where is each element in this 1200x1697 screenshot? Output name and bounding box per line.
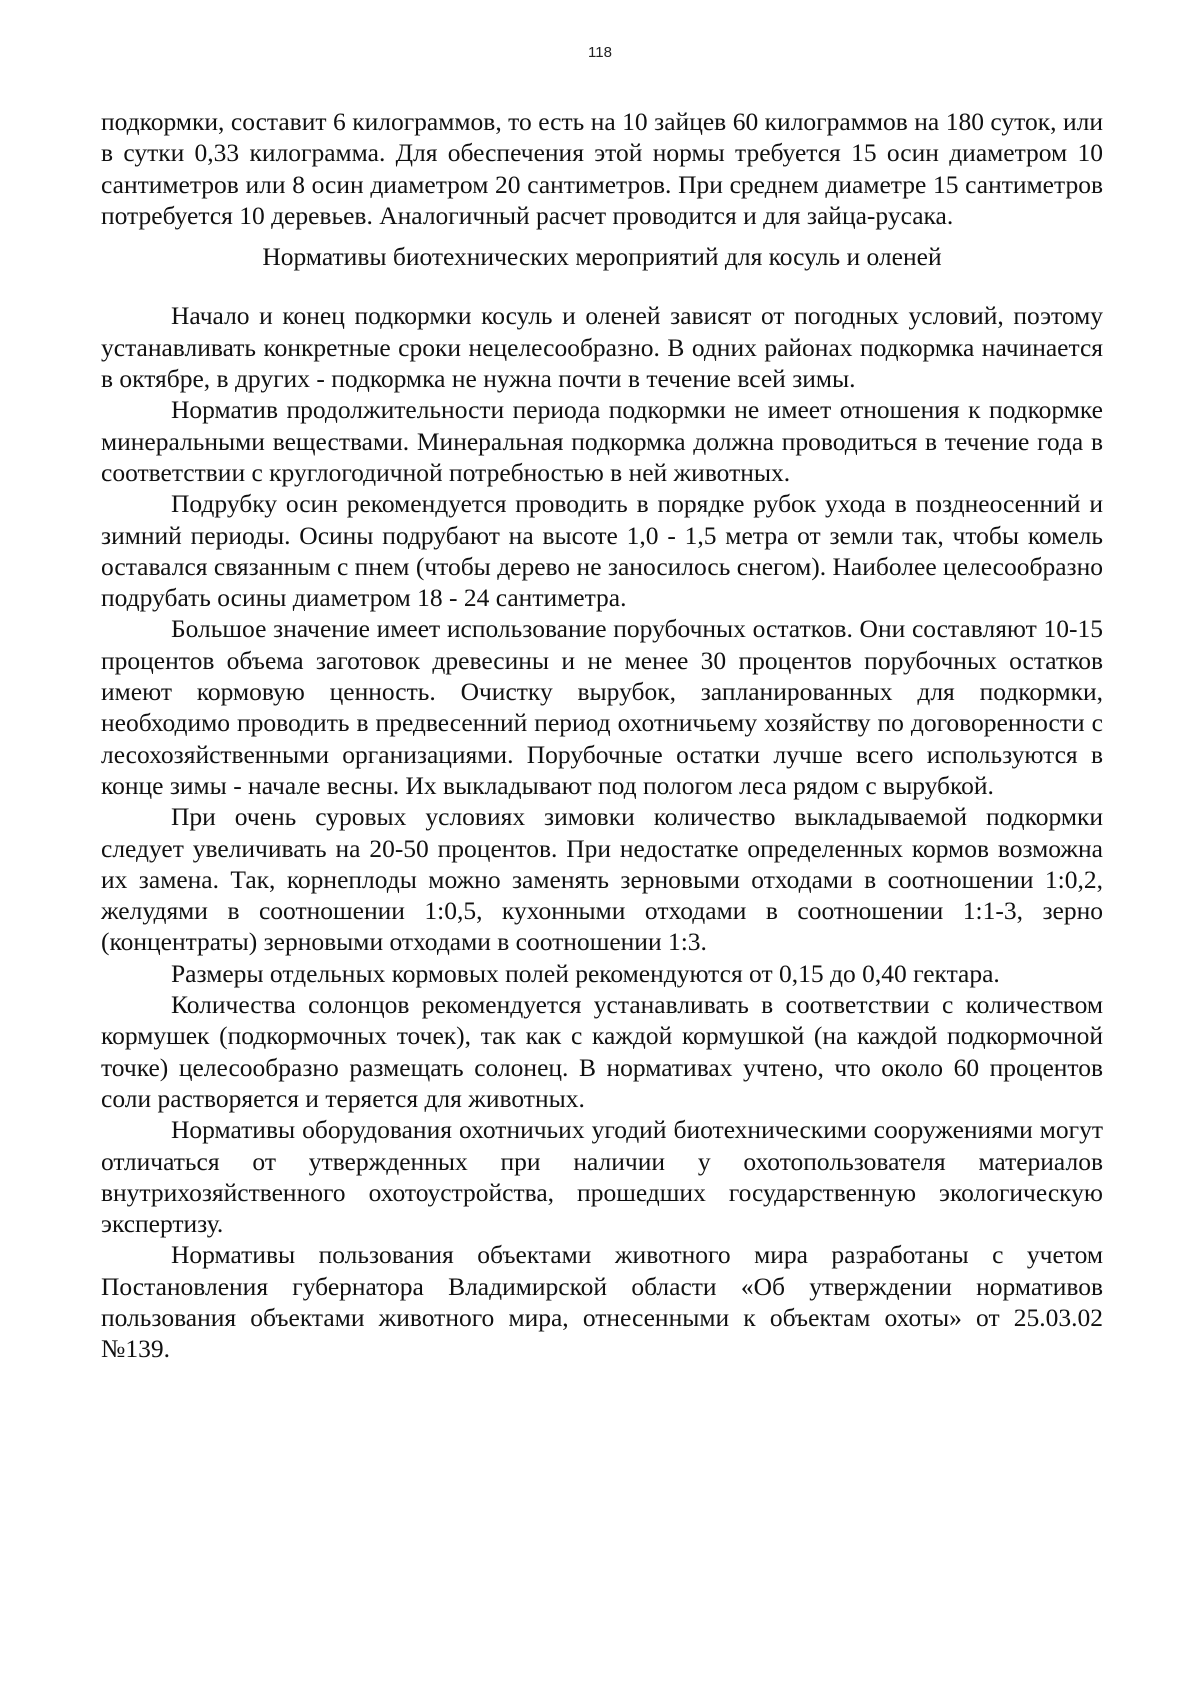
- paragraph-feed-substitution: При очень суровых условиях зимовки количество выкладываемой подкормки следует увеличивать на 20-50 процентов. При недостатке определенных кормов возможна их замена. Так, корнеплоды можно заменять зерновыми отходами в соотношении 1:0,2, желудями в соотношении 1:0,5, кухонными отходами в соотношении 1:1-3, зерно (концентраты) зерновыми отходами в соотношении 1:3.: [101, 802, 1103, 957]
- paragraph-logging-residues: Большое значение имеет использование порубочных остатков. Они составляют 10-15 процентов объема заготовок древесины и не менее 30 процентов порубочных остатков имеют кормовую ценность. Очистку вырубок, запланированных для подкормки, необходимо проводить в предвесенний период охотничьему хозяйству по договоренности с лесохозяйственными организациями. Порубочные остатки лучше всего используются в конце зимы - начале весны. Их выкладывают под пологом леса рядом с вырубкой.: [101, 614, 1103, 800]
- paragraph-aspen-cutting: Подрубку осин рекомендуется проводить в порядке рубок ухода в позднеосенний и зимний периоды. Осины подрубают на высоте 1,0 - 1,5 метра от земли так, чтобы комель оставался связанным с пнем (чтобы дерево не заносилось снегом). Наиболее целесообразно подрубать осины диаметром 18 - 24 сантиметра.: [101, 489, 1103, 613]
- paragraph-usage-norms: Нормативы пользования объектами животного мира разработаны с учетом Постановления губернатора Владимирской области «Об утверждении нормативов пользования объектами животного мира, отнесенными к объектам охоты» от 25.03.02 №139.: [101, 1240, 1103, 1364]
- section-heading: Нормативы биотехнических мероприятий для косуль и оленей: [262, 242, 942, 272]
- paragraph-salt-licks: Количества солонцов рекомендуется устанавливать в соответствии с количеством кормушек (подкормочных точек), так как с каждой кормушкой (на каждой подкормочной точке) целесообразно размещать солонец. В нормативах учтено, что около 60 процентов соли растворяется и теряется для животных.: [101, 990, 1103, 1113]
- paragraph-feeding-fields: Размеры отдельных кормовых полей рекомендуются от 0,15 до 0,40 гектара.: [171, 958, 1000, 988]
- paragraph-equipment-norms: Нормативы оборудования охотничьих угодий биотехническими сооружениями могут отличаться от утвержденных при наличии у охотопользователя материалов внутрихозяйственного охотоустройства, прошедших государственную экологическую экспертизу.: [101, 1115, 1103, 1239]
- intro-paragraph: подкормки, составит 6 килограммов, то есть на 10 зайцев 60 килограммов на 180 суток, или в сутки 0,33 килограмма. Для обеспечения этой нормы требуется 15 осин диаметром 10 сантиметров или 8 осин диаметром 20 сантиметров. При среднем диаметре 15 сантиметров потребуется 10 деревьев. Аналогичный расчет проводится и для зайца-русака.: [101, 107, 1103, 230]
- paragraph-mineral-feeding: Норматив продолжительности периода подкормки не имеет отношения к подкормке минеральными веществами. Минеральная подкормка должна проводиться в течение года в соответствии с круглогодичной потребностью в ней животных.: [101, 395, 1103, 487]
- paragraph-feeding-period: Начало и конец подкормки косуль и оленей зависят от погодных условий, поэтому устанавливать конкретные сроки нецелесообразно. В одних районах подкормка начинается в октябре, в других - подкормка не нужна почти в течение всей зимы.: [101, 301, 1103, 394]
- page-number: 118: [588, 44, 612, 61]
- document-body: [101, 106, 1103, 1365]
